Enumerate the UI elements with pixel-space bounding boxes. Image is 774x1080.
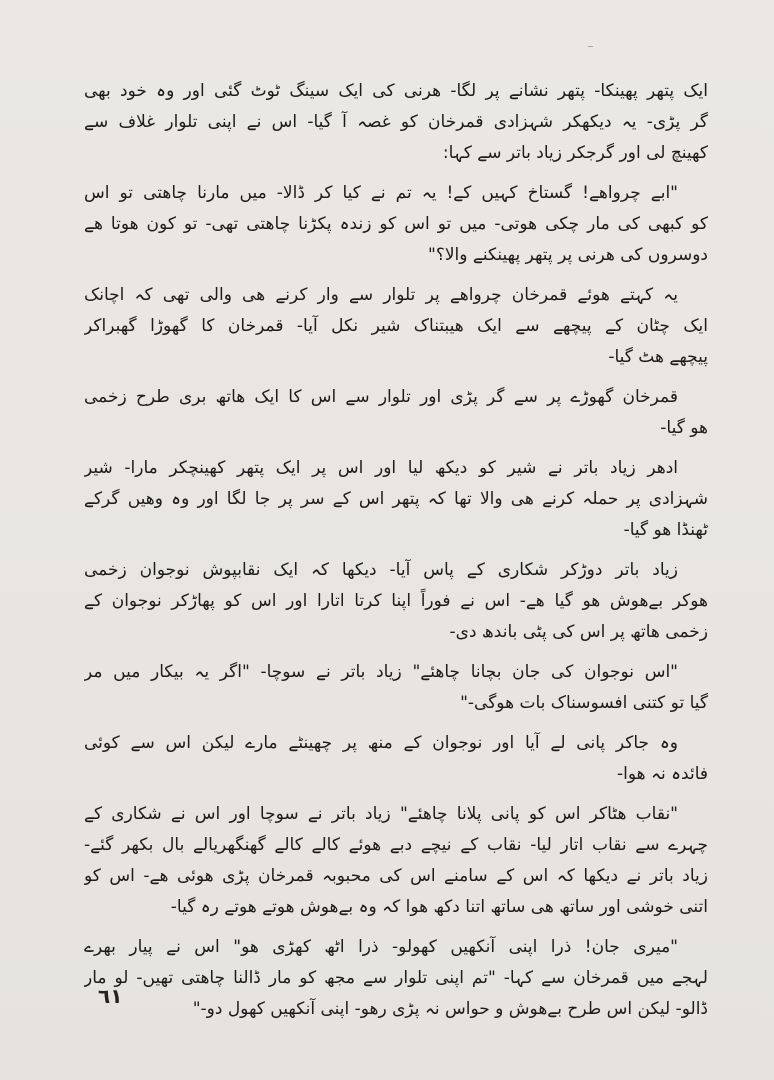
- text-line: قمرخان گھوڑے پر سے گر پڑی اور تلوار سے اس کا ایک ھاتھ بری طرح زخمی: [84, 387, 678, 407]
- text-line: چہرے سے نقاب اتار لیا- نقاب کے نیچے دبے ھوئے کالے کالے گھنگھریالے بال بکھر گئے-: [84, 835, 708, 855]
- text-line: ھو گیا-: [660, 418, 708, 438]
- urdu-text-body: [84, 76, 708, 1025]
- text-line: فائدہ نہ ھوا-: [616, 764, 708, 784]
- text-line: دوسروں کی ھرنی پر پتھر پھینکنے والا؟": [428, 245, 708, 265]
- text-line: شہزادی پر حملہ کرنے ھی والا تھا کہ پتھر اس کے سر پر جا لگا اور وہ وھیں گرکے: [84, 489, 708, 509]
- text-line: پیچھے ھٹ گیا-: [608, 347, 708, 367]
- text-line: ھوکر بےھوش ھو گیا ھے- اس نے فوراً اپنا کرتا اتارا اور اس کو پھاڑکر نوجوان کے: [84, 591, 708, 611]
- page-number: ٦١: [98, 984, 123, 1008]
- text-line: زخمی ھاتھ پر اس کی پٹی باندھ دی-: [449, 622, 708, 642]
- text-line: ادھر زیاد باتر نے شیر کو دیکھ لیا اور اس پر ایک پتھر کھینچکر مارا- شیر: [84, 458, 678, 478]
- text-line: کھینچ لی اور گرجکر زیاد باتر سے کہا:: [442, 143, 708, 163]
- text-line: لہجے میں قمرخان سے کہا- "تم اپنی تلوار سے مجھ کو مار ڈالنا چاھتی تھیں- لو مار: [84, 968, 708, 988]
- page-speck: [588, 46, 593, 47]
- text-line: وہ جاکر پانی لے آیا اور نوجوان کے منھ پر چھینٹے مارے لیکن اس سے کوئی: [84, 733, 678, 753]
- text-line: گیا تو کتنی افسوسناک بات ھوگی-": [460, 693, 708, 713]
- text-line: "نقاب ھٹاکر اس کو پانی پلانا چاھئے" زیاد باتر نے سوچا اور اس نے شکاری کے: [84, 804, 678, 824]
- text-line: گر پڑی- یہ دیکھکر شہزادی قمرخان کو غصہ آ گیا- اس نے اپنی تلوار غلاف سے: [84, 112, 708, 132]
- text-line: ڈالو- لیکن اس طرح بےھوش و حواس نہ پڑی رھو- اپنی آنکھیں کھول دو-": [192, 999, 708, 1019]
- text-line: زیاد باتر دوڑکر شکاری کے پاس آیا- دیکھا کہ ایک نقابپوش نوجوان زخمی: [84, 560, 678, 580]
- text-line: "میری جان! ذرا اپنی آنکھیں کھولو- ذرا اٹھ کھڑی ھو" اس نے پیار بھرے: [84, 937, 678, 957]
- text-line: زیاد باتر نے دیکھا کہ اس کے سامنے اس کی محبوبہ قمرخان پڑی ھوئی ھے- اس کو: [84, 866, 708, 886]
- text-line: ٹھنڈا ھو گیا-: [623, 520, 708, 540]
- text-line: کو کبھی کی مار چکی ھوتی- میں تو اس کو زندہ پکڑنا چاھتی تھی- تو کون ھوتا ھے: [84, 214, 708, 234]
- text-line: ایک چٹان کے پیچھے سے ایک ھیبتناک شیر نکل آیا- قمرخان کا گھوڑا گھبراکر: [84, 316, 708, 336]
- text-line: یہ کہتے ھوئے قمرخان چرواھے پر تلوار سے وار کرنے ھی والی تھی کہ اچانک: [84, 285, 678, 305]
- text-line: ایک پتھر پھینکا- پتھر نشانے پر لگا- ھرنی کی ایک سینگ ٹوٹ گئی اور وہ خود بھی: [84, 81, 708, 101]
- text-line: "اس نوجوان کی جان بچانا چاھئے" زیاد باتر نے سوچا- "اگر یہ بیکار میں مر: [84, 662, 678, 682]
- text-line: "ابے چرواھے! گستاخ کہیں کے! یہ تم نے کیا کر ڈالا- میں مارنا چاھتی تو اس: [84, 183, 678, 203]
- text-line: اتنی خوشی اور ساتھ ھی ساتھ اتنا دکھ ھوا کہ وہ بےھوش ھوتے ھوتے رہ گیا-: [170, 897, 708, 917]
